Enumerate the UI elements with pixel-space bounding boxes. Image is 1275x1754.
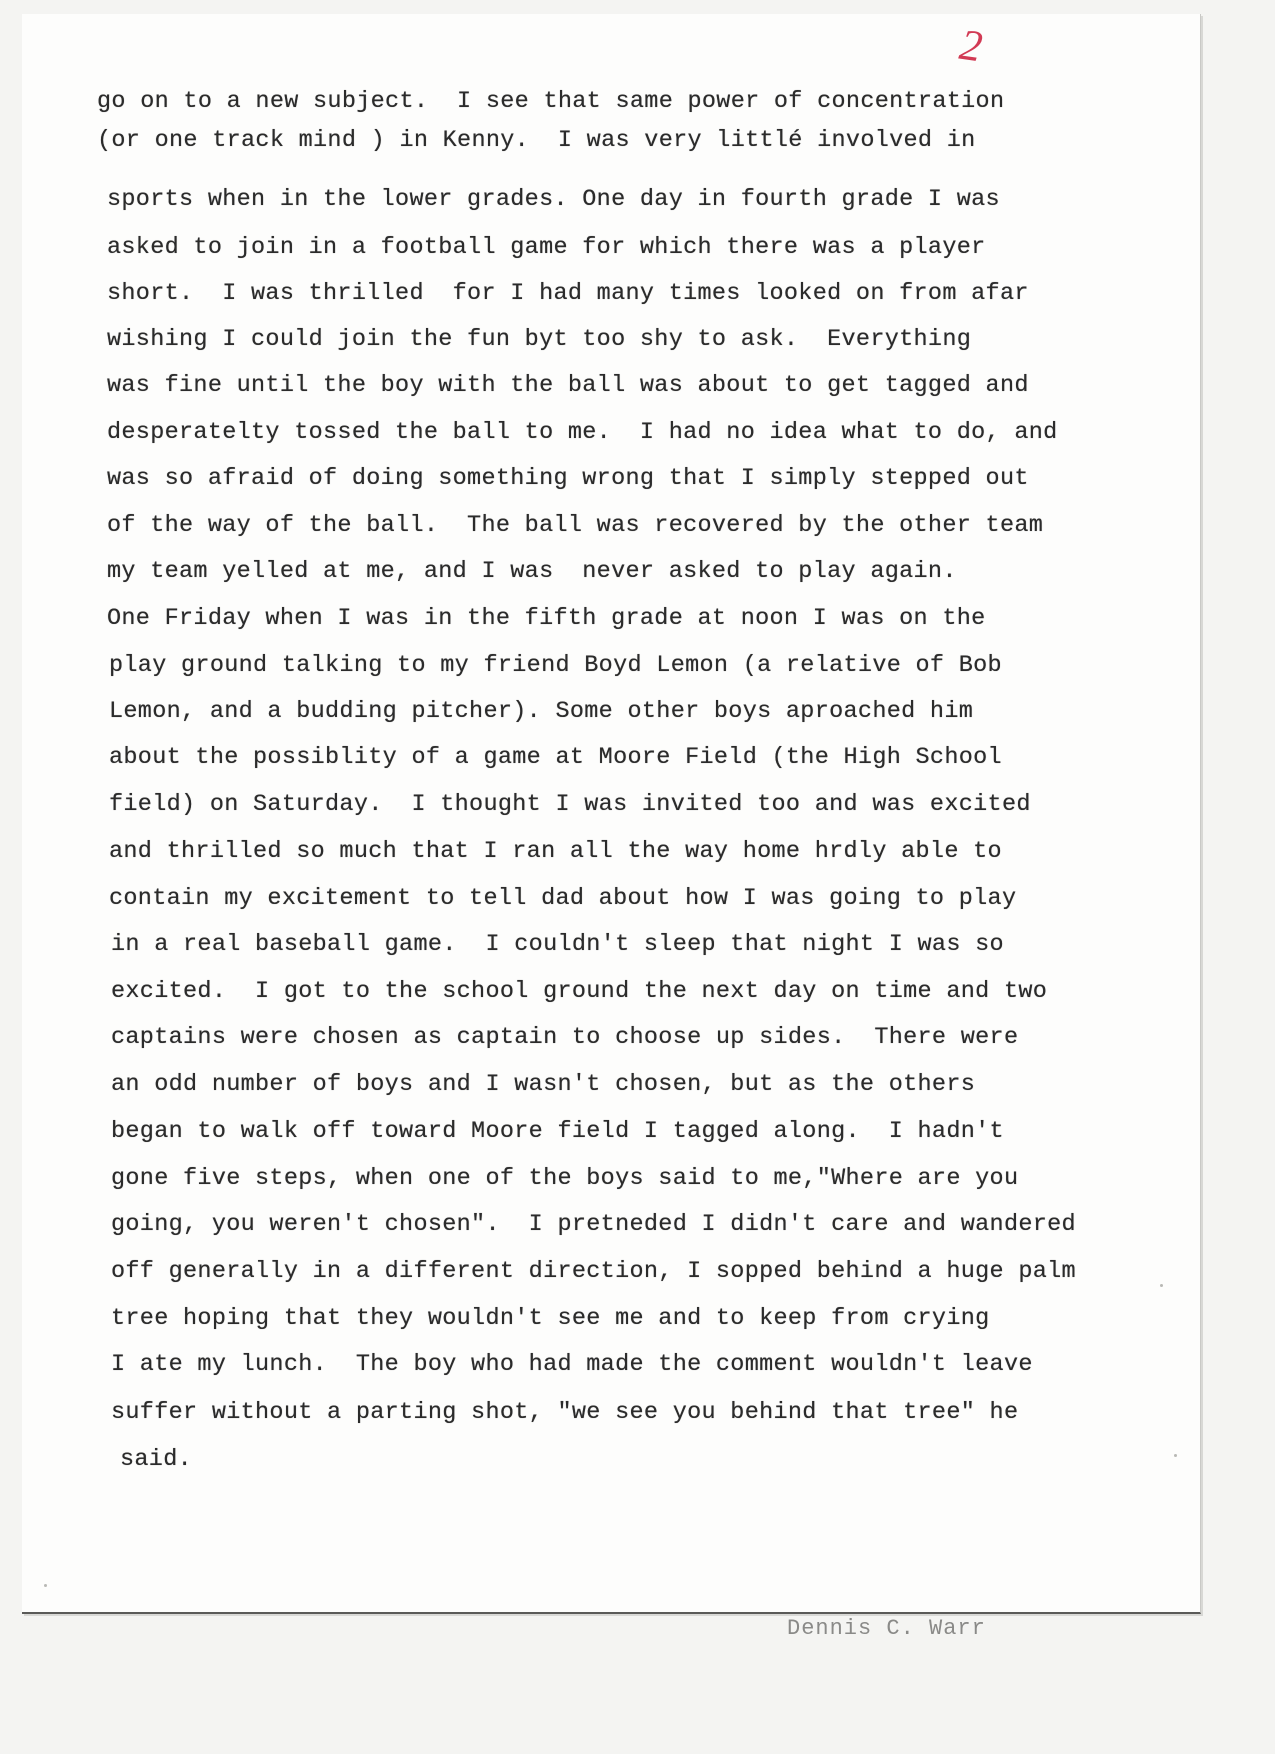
text-line: in a real baseball game. I couldn't sleep that night I was so (111, 931, 1004, 958)
text-line: play ground talking to my friend Boyd Lemon (a relative of Bob (109, 652, 1002, 679)
text-line: sports when in the lower grades. One day in fourth grade I was (107, 186, 1000, 213)
text-line: Lemon, and a budding pitcher). Some other boys aproached him (109, 698, 974, 725)
text-line: off generally in a different direction, I sopped behind a huge palm (111, 1258, 1076, 1285)
page-number: 2 (956, 19, 986, 72)
text-line: captains were chosen as captain to choose up sides. There were (111, 1024, 1019, 1051)
author-name: Dennis C. Warr (787, 1616, 986, 1641)
text-line: excited. I got to the school ground the next day on time and two (111, 978, 1048, 1005)
text-line: my team yelled at me, and I was never asked to play again. (107, 558, 957, 585)
text-line: field) on Saturday. I thought I was invited too and was excited (109, 791, 1031, 818)
text-line: short. I was thrilled for I had many times looked on from afar (107, 280, 1029, 307)
text-line: One Friday when I was in the fifth grade at noon I was on the (107, 605, 986, 632)
text-line: an odd number of boys and I wasn't chosen, but as the others (111, 1071, 976, 1098)
text-line: suffer without a parting shot, "we see you behind that tree" he (111, 1399, 1019, 1426)
text-line: was fine until the boy with the ball was about to get tagged and (107, 372, 1029, 399)
paper-speck (1160, 1284, 1163, 1287)
text-line: tree hoping that they wouldn't see me and to keep from crying (111, 1305, 990, 1332)
text-line: go on to a new subject. I see that same power of concentration (97, 88, 1005, 115)
text-line: contain my excitement to tell dad about how I was going to play (109, 885, 1017, 912)
text-line: asked to join in a football game for which there was a player (107, 234, 986, 261)
paper-speck (1174, 1454, 1177, 1457)
typewritten-page (22, 14, 1201, 1614)
text-line: wishing I could join the fun byt too shy to ask. Everything (107, 326, 972, 353)
text-line: I ate my lunch. The boy who had made the comment wouldn't leave (111, 1351, 1033, 1378)
text-line: was so afraid of doing something wrong that I simply stepped out (107, 465, 1029, 492)
text-line: began to walk off toward Moore field I tagged along. I hadn't (111, 1118, 1004, 1145)
text-line: desperatelty tossed the ball to me. I had no idea what to do, and (107, 419, 1058, 446)
text-line: of the way of the ball. The ball was recovered by the other team (107, 512, 1044, 539)
text-line: going, you weren't chosen". I pretneded I didn't care and wandered (111, 1211, 1076, 1238)
text-line: said. (120, 1446, 193, 1473)
text-line: gone five steps, when one of the boys said to me,"Where are you (111, 1165, 1019, 1192)
text-line: and thrilled so much that I ran all the way home hrdly able to (109, 838, 1002, 865)
text-line: (or one track mind ) in Kenny. I was very littlé involved in (97, 127, 976, 154)
paper-speck (44, 1584, 47, 1587)
text-line: about the possiblity of a game at Moore Field (the High School (109, 744, 1002, 771)
